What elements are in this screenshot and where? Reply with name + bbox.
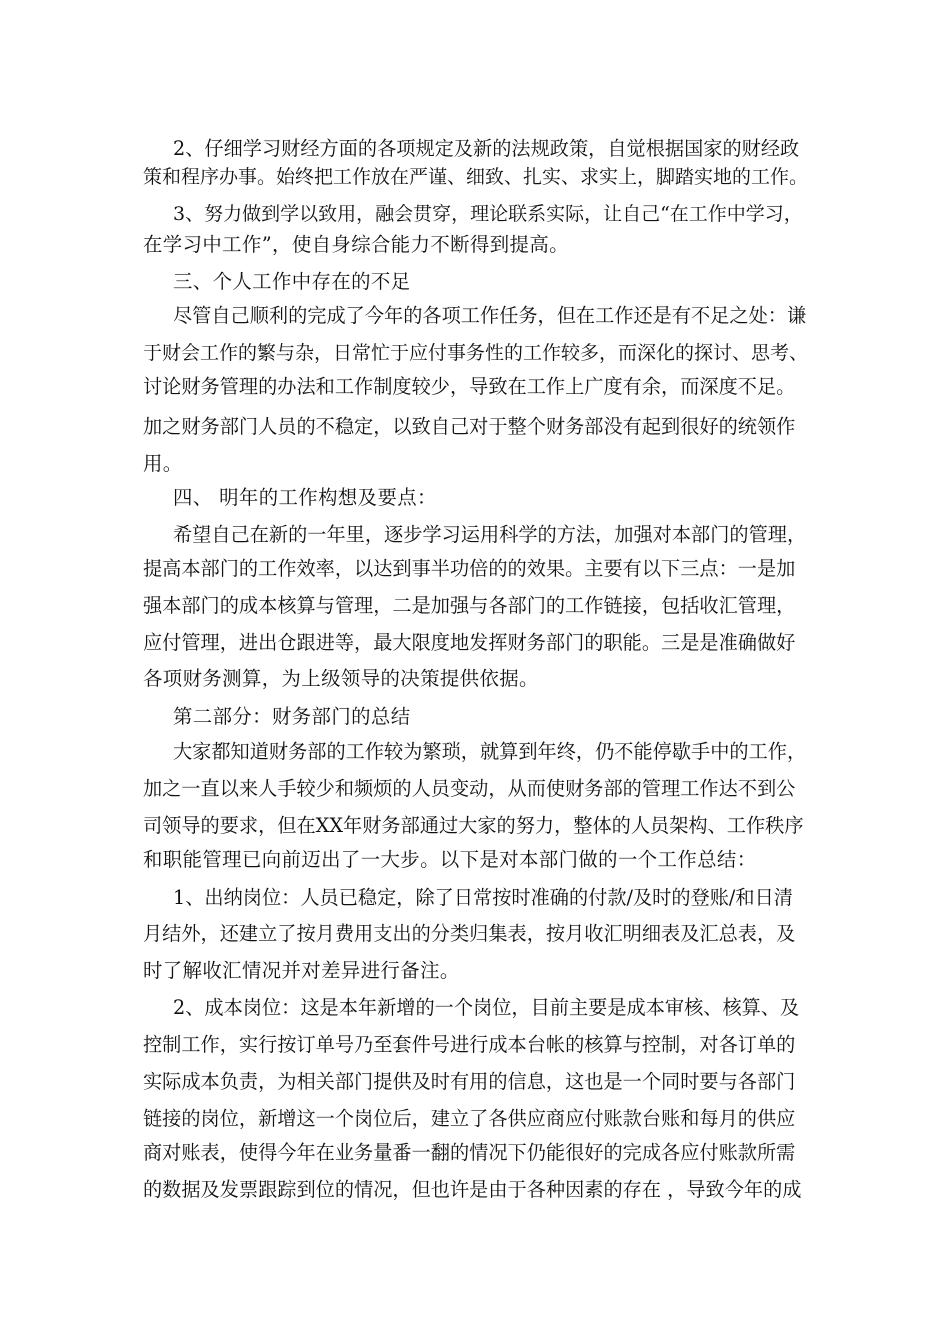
paragraph-line: 商对账表，使得今年在业务量番一翻的情况下仍能很好的完成各应付账款所需 <box>143 1141 796 1164</box>
paragraph-line: 控制工作，实行按订单号乃至套件号进行成本台帐的核算与控制，对各订单的 <box>143 1033 796 1056</box>
paragraph-line: 讨论财务管理的办法和工作制度较少，导致在工作上广度有余，而深度不足。 <box>143 375 796 398</box>
paragraph-line: 希望自己在新的一年里，逐步学习运用科学的方法，加强对本部门的管理， <box>173 523 807 546</box>
paragraph-line: 加之财务部门人员的不稳定，以致自己对于整个财务部没有起到很好的统领作 <box>143 415 796 438</box>
paragraph-line: 于财会工作的繁与杂，日常忙于应付事务性的工作较多，而深化的探讨、思考、 <box>143 342 809 364</box>
paragraph-line: 策和程序办事。始终把工作放在严谨、细致、扎实、求实上，脚踏实地的工作。 <box>143 166 809 188</box>
paragraph-line: 1、出纳岗位：人员已稳定，除了日常按时准确的付款/及时的登账/和日清 <box>173 886 793 909</box>
paragraph-line: 的数据及发票跟踪到位的情况，但也许是由于各种因素的存在 ，导致今年的成 <box>143 1178 802 1201</box>
paragraph-line: 大家都知道财务部的工作较为繁琐，就算到年终，仍不能停歇手中的工作， <box>173 740 807 763</box>
paragraph-line: 司领导的要求，但在XX年财务部通过大家的努力，整体的人员架构、工作秩序 <box>143 814 804 837</box>
section-heading: 四、 明年的工作构想及要点： <box>173 486 437 509</box>
paragraph-line: 月结外，还建立了按月费用支出的分类归集表，按月收汇明细表及汇总表，及 <box>143 922 796 945</box>
paragraph-line: 强本部门的成本核算与管理，二是加强与各部门的工作链接，包括收汇管理， <box>143 594 796 617</box>
paragraph-line: 2、成本岗位：这是本年新增的一个岗位，目前主要是成本审核、核算、及 <box>173 996 800 1019</box>
section-heading: 三、个人工作中存在的不足 <box>173 270 411 293</box>
paragraph-line: 尽管自己顺利的完成了今年的各项工作任务，但在工作还是有不足之处：谦 <box>173 304 807 327</box>
paragraph-line: 加之一直以来人手较少和频烦的人员变动，从而使财务部的管理工作达不到公 <box>143 777 796 800</box>
paragraph-line: 应付管理，进出仓跟进等，最大限度地发挥财务部门的职能。三是是准确做好 <box>143 631 796 654</box>
paragraph-line: 提高本部门的工作效率，以达到事半功倍的的效果。主要有以下三点：一是加 <box>143 557 796 580</box>
paragraph-line: 3、努力做到学以致用，融会贯穿，理论联系实际，让自己“在工作中学习， <box>173 203 803 225</box>
paragraph-line: 用。 <box>143 452 183 475</box>
paragraph-line: 实际成本负责，为相关部门提供及时有用的信息，这也是一个同时要与各部门 <box>143 1070 796 1093</box>
section-heading: 第二部分：财务部门的总结 <box>173 705 411 728</box>
paragraph-line: 各项财务测算，为上级领导的决策提供依据。 <box>143 667 539 690</box>
paragraph-line: 在学习中工作”，使自身综合能力不断得到提高。 <box>143 233 569 256</box>
paragraph-line: 时了解收汇情况并对差异进行备注。 <box>143 959 460 982</box>
paragraph-line: 链接的岗位，新增这一个岗位后，建立了各供应商应付账款台账和每月的供应 <box>143 1107 796 1130</box>
paragraph-line: 2、仔细学习财经方面的各项规定及新的法规政策，自觉根据国家的财经政 <box>173 137 800 160</box>
document-page <box>143 0 807 1344</box>
paragraph-line: 和职能管理已向前迈出了一大步。以下是对本部门做的一个工作总结： <box>143 848 757 871</box>
